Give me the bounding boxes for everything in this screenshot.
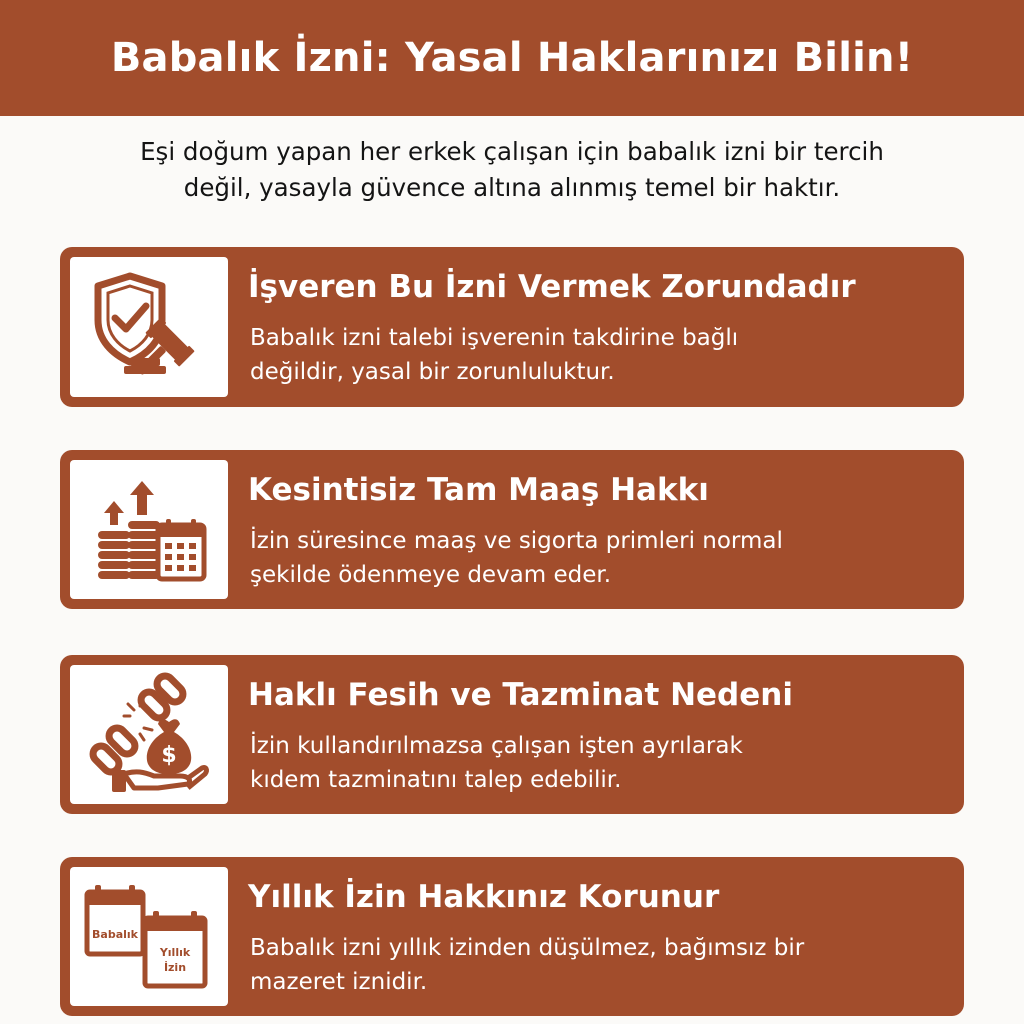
card-description-line-2: değildir, yasal bir zorunluluktur. [250, 359, 615, 385]
intro-text [40, 134, 984, 206]
card-title: Kesintisiz Tam Maaş Hakkı [248, 472, 709, 508]
calendar-label-annual: Yıllık [159, 945, 191, 959]
svg-text:$: $ [161, 742, 177, 768]
page-title: Babalık İzni: Yasal Haklarınızı Bilin! [110, 35, 914, 81]
broken-chain-money-bag-icon [84, 670, 214, 800]
coins-calendar-icon [84, 465, 214, 595]
card-description-line-1: Babalık izni talebi işverenin takdirine bağlı [250, 325, 739, 351]
card-icon-box [70, 665, 228, 804]
card-description [250, 931, 804, 999]
card-employer-obligation [60, 247, 964, 407]
card-title: Haklı Fesih ve Tazminat Nedeni [248, 677, 793, 713]
card-title: İşveren Bu İzni Vermek Zorundadır [248, 269, 856, 305]
card-full-salary [60, 450, 964, 609]
card-description-line-2: kıdem tazminatını talep edebilir. [250, 767, 622, 793]
calendar-label-paternity: Babalık [92, 927, 138, 941]
card-termination-compensation [60, 655, 964, 814]
card-description-line-1: Babalık izni yıllık izinden düşülmez, bağımsız bir [250, 935, 805, 961]
card-title: Yıllık İzin Hakkınız Korunur [248, 879, 720, 915]
card-description-line-1: İzin kullandırılmazsa çalışan işten ayrılarak [250, 733, 743, 759]
title-banner [0, 0, 1024, 116]
card-description-line-1: İzin süresince maaş ve sigorta primleri normal [250, 528, 783, 554]
intro-line-2: değil, yasayla güvence altına alınmış temel bir haktır. [183, 173, 841, 202]
calendar-label-leave: İzin [163, 960, 187, 974]
card-description-line-2: mazeret iznidir. [250, 969, 428, 995]
card-description [250, 729, 743, 797]
card-description [250, 524, 783, 592]
card-icon-box [70, 257, 228, 397]
intro-line-1: Eşi doğum yapan her erkek çalışan için babalık izni bir tercih [140, 137, 884, 166]
two-calendars-icon [79, 872, 219, 1002]
card-icon-box [70, 460, 228, 599]
card-description-line-2: şekilde ödenmeye devam eder. [250, 562, 612, 588]
shield-gavel-icon [84, 262, 214, 392]
card-description [250, 321, 738, 389]
card-annual-leave-protected [60, 857, 964, 1016]
card-icon-box [70, 867, 228, 1006]
